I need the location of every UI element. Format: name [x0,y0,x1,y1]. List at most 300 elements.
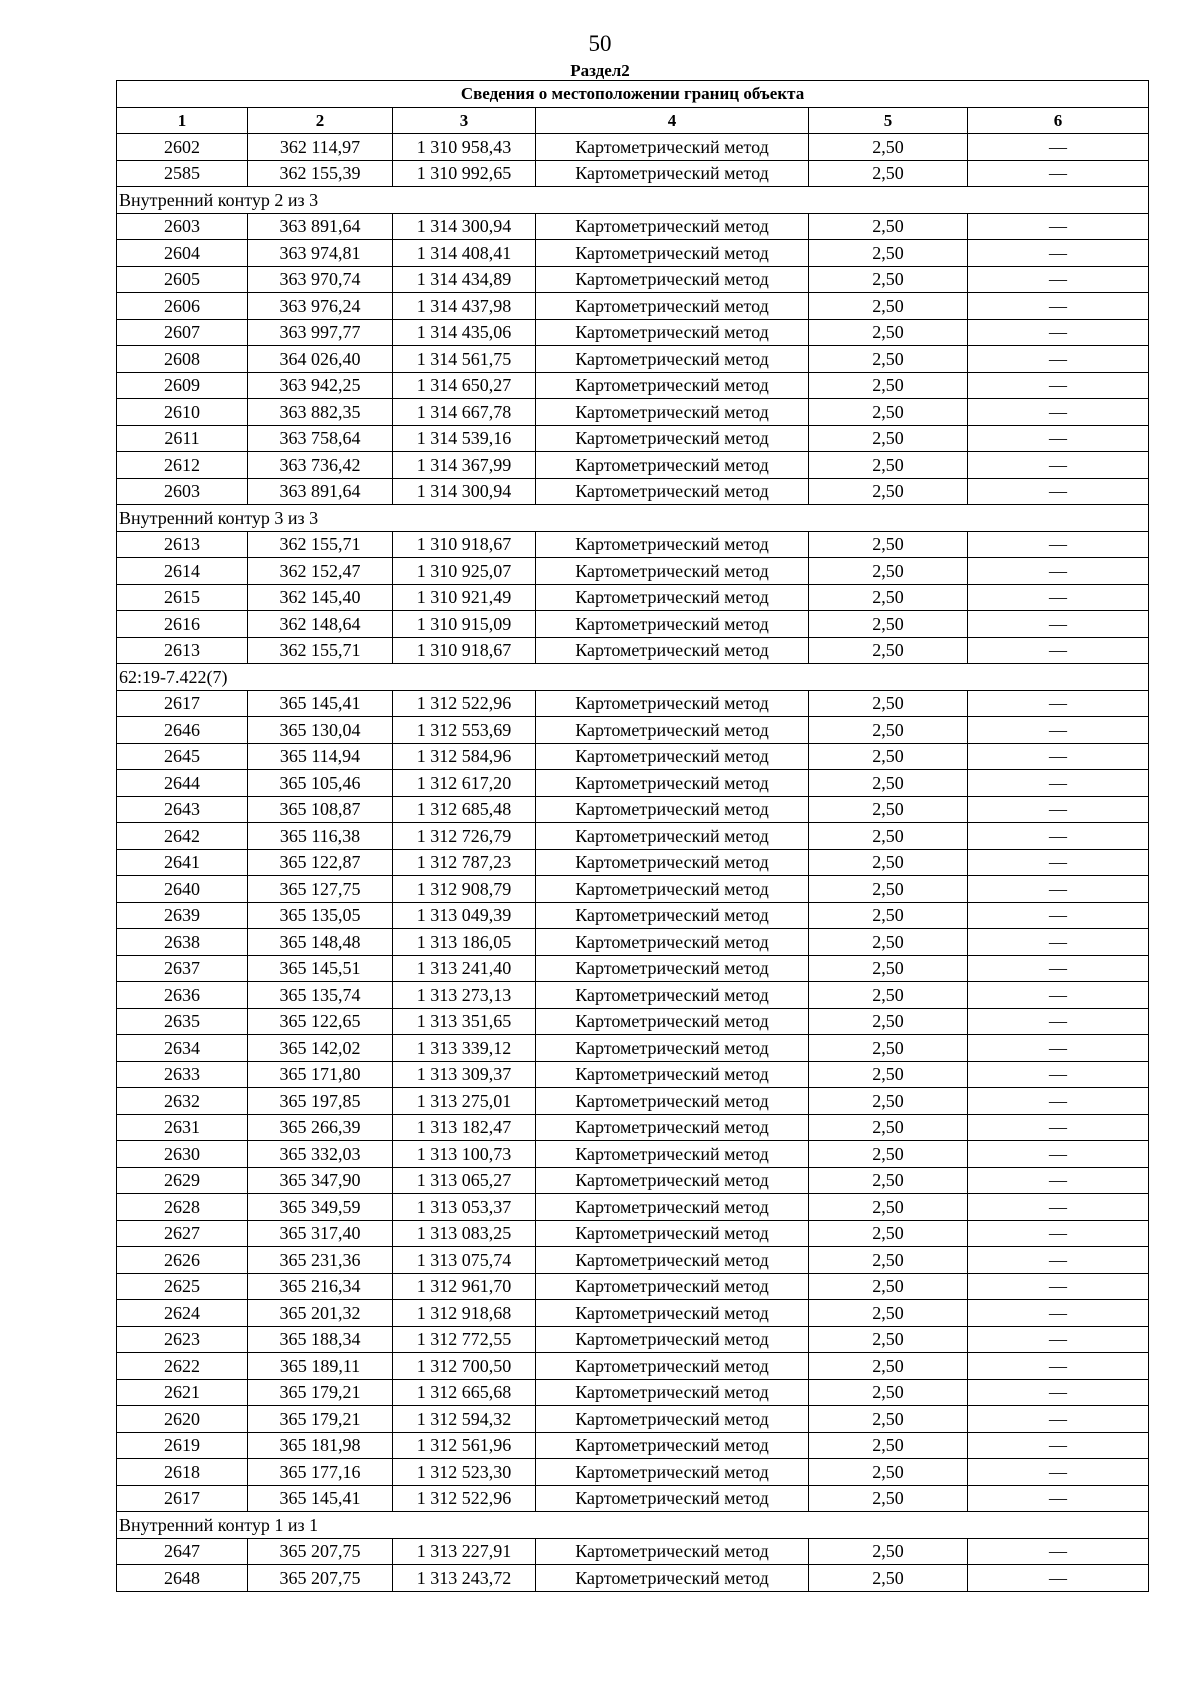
y-coordinate-cell: 1 313 339,12 [393,1035,536,1062]
point-number-cell: 2621 [117,1379,248,1406]
accuracy-cell: 2,50 [809,690,968,717]
description-cell: — [968,1008,1149,1035]
y-coordinate-cell: 1 313 100,73 [393,1141,536,1168]
y-coordinate-cell: 1 314 434,89 [393,266,536,293]
table-row [117,1247,1149,1274]
x-coordinate-cell: 365 177,16 [248,1459,393,1486]
method-cell: Картометрический метод [536,1300,809,1327]
point-number-cell: 2631 [117,1114,248,1141]
accuracy-cell: 2,50 [809,134,968,161]
point-number-cell: 2611 [117,425,248,452]
table-row [117,531,1149,558]
table-row [117,1035,1149,1062]
point-number-cell: 2624 [117,1300,248,1327]
accuracy-cell: 2,50 [809,611,968,638]
x-coordinate-cell: 365 231,36 [248,1247,393,1274]
x-coordinate-cell: 362 155,39 [248,160,393,187]
point-number-cell: 2622 [117,1353,248,1380]
x-coordinate-cell: 365 114,94 [248,743,393,770]
accuracy-cell: 2,50 [809,1167,968,1194]
accuracy-cell: 2,50 [809,1353,968,1380]
boundary-coordinates-table [116,80,1149,1592]
x-coordinate-cell: 365 181,98 [248,1432,393,1459]
accuracy-cell: 2,50 [809,876,968,903]
table-title-row [117,81,1149,108]
y-coordinate-cell: 1 314 300,94 [393,213,536,240]
description-cell: — [968,584,1149,611]
method-cell: Картометрический метод [536,584,809,611]
method-cell: Картометрический метод [536,1220,809,1247]
group-label: 62:19-7.422(7) [117,664,1149,691]
x-coordinate-cell: 363 997,77 [248,319,393,346]
x-coordinate-cell: 365 145,51 [248,955,393,982]
description-cell: — [968,1220,1149,1247]
table-row [117,293,1149,320]
accuracy-cell: 2,50 [809,1114,968,1141]
description-cell: — [968,611,1149,638]
y-coordinate-cell: 1 314 539,16 [393,425,536,452]
section-title: Раздел2 [570,61,630,80]
point-number-cell: 2604 [117,240,248,267]
point-number-cell: 2634 [117,1035,248,1062]
y-coordinate-cell: 1 313 275,01 [393,1088,536,1115]
accuracy-cell: 2,50 [809,478,968,505]
description-cell: — [968,346,1149,373]
group-row [117,1512,1149,1539]
accuracy-cell: 2,50 [809,213,968,240]
method-cell: Картометрический метод [536,1247,809,1274]
accuracy-cell: 2,50 [809,1300,968,1327]
x-coordinate-cell: 365 127,75 [248,876,393,903]
point-number-cell: 2627 [117,1220,248,1247]
point-number-cell: 2602 [117,134,248,161]
y-coordinate-cell: 1 312 617,20 [393,770,536,797]
x-coordinate-cell: 365 189,11 [248,1353,393,1380]
accuracy-cell: 2,50 [809,452,968,479]
accuracy-cell: 2,50 [809,372,968,399]
table-row [117,902,1149,929]
method-cell: Картометрический метод [536,1194,809,1221]
method-cell: Картометрический метод [536,690,809,717]
method-cell: Картометрический метод [536,531,809,558]
accuracy-cell: 2,50 [809,584,968,611]
column-number: 3 [393,108,536,134]
accuracy-cell: 2,50 [809,717,968,744]
column-number-row [117,108,1149,134]
point-number-cell: 2606 [117,293,248,320]
y-coordinate-cell: 1 313 243,72 [393,1565,536,1592]
table-row [117,558,1149,585]
y-coordinate-cell: 1 313 273,13 [393,982,536,1009]
accuracy-cell: 2,50 [809,1538,968,1565]
description-cell: — [968,1406,1149,1433]
table-row [117,452,1149,479]
accuracy-cell: 2,50 [809,240,968,267]
x-coordinate-cell: 365 148,48 [248,929,393,956]
table-row [117,372,1149,399]
method-cell: Картометрический метод [536,929,809,956]
description-cell: — [968,1088,1149,1115]
point-number-cell: 2617 [117,1485,248,1512]
description-cell: — [968,690,1149,717]
point-number-cell: 2620 [117,1406,248,1433]
y-coordinate-cell: 1 313 049,39 [393,902,536,929]
table-row [117,1194,1149,1221]
y-coordinate-cell: 1 312 961,70 [393,1273,536,1300]
table-row [117,690,1149,717]
table-row [117,134,1149,161]
accuracy-cell: 2,50 [809,1194,968,1221]
point-number-cell: 2603 [117,478,248,505]
y-coordinate-cell: 1 312 522,96 [393,1485,536,1512]
accuracy-cell: 2,50 [809,1565,968,1592]
x-coordinate-cell: 365 179,21 [248,1379,393,1406]
y-coordinate-cell: 1 312 787,23 [393,849,536,876]
description-cell: — [968,955,1149,982]
x-coordinate-cell: 363 758,64 [248,425,393,452]
table-row [117,1485,1149,1512]
table-row [117,1061,1149,1088]
point-number-cell: 2643 [117,796,248,823]
accuracy-cell: 2,50 [809,849,968,876]
table-row [117,982,1149,1009]
point-number-cell: 2632 [117,1088,248,1115]
method-cell: Картометрический метод [536,425,809,452]
x-coordinate-cell: 363 882,35 [248,399,393,426]
point-number-cell: 2629 [117,1167,248,1194]
method-cell: Картометрический метод [536,1326,809,1353]
accuracy-cell: 2,50 [809,796,968,823]
y-coordinate-cell: 1 310 925,07 [393,558,536,585]
description-cell: — [968,1141,1149,1168]
point-number-cell: 2628 [117,1194,248,1221]
method-cell: Картометрический метод [536,849,809,876]
accuracy-cell: 2,50 [809,1141,968,1168]
y-coordinate-cell: 1 312 522,96 [393,690,536,717]
table-row [117,319,1149,346]
accuracy-cell: 2,50 [809,902,968,929]
y-coordinate-cell: 1 310 918,67 [393,637,536,664]
method-cell: Картометрический метод [536,796,809,823]
y-coordinate-cell: 1 310 918,67 [393,531,536,558]
point-number-cell: 2612 [117,452,248,479]
table-row [117,717,1149,744]
description-cell: — [968,293,1149,320]
accuracy-cell: 2,50 [809,1485,968,1512]
accuracy-cell: 2,50 [809,1406,968,1433]
y-coordinate-cell: 1 310 921,49 [393,584,536,611]
method-cell: Картометрический метод [536,1485,809,1512]
description-cell: — [968,717,1149,744]
point-number-cell: 2615 [117,584,248,611]
x-coordinate-cell: 363 891,64 [248,478,393,505]
x-coordinate-cell: 365 130,04 [248,717,393,744]
x-coordinate-cell: 365 142,02 [248,1035,393,1062]
point-number-cell: 2642 [117,823,248,850]
y-coordinate-cell: 1 312 553,69 [393,717,536,744]
point-number-cell: 2585 [117,160,248,187]
accuracy-cell: 2,50 [809,346,968,373]
point-number-cell: 2633 [117,1061,248,1088]
y-coordinate-cell: 1 314 667,78 [393,399,536,426]
point-number-cell: 2641 [117,849,248,876]
method-cell: Картометрический метод [536,266,809,293]
y-coordinate-cell: 1 313 182,47 [393,1114,536,1141]
description-cell: — [968,478,1149,505]
group-row [117,505,1149,532]
x-coordinate-cell: 365 349,59 [248,1194,393,1221]
x-coordinate-cell: 365 108,87 [248,796,393,823]
y-coordinate-cell: 1 312 726,79 [393,823,536,850]
x-coordinate-cell: 363 891,64 [248,213,393,240]
point-number-cell: 2623 [117,1326,248,1353]
description-cell: — [968,1035,1149,1062]
point-number-cell: 2619 [117,1432,248,1459]
table-row [117,1353,1149,1380]
description-cell: — [968,1459,1149,1486]
x-coordinate-cell: 365 317,40 [248,1220,393,1247]
y-coordinate-cell: 1 314 408,41 [393,240,536,267]
y-coordinate-cell: 1 313 186,05 [393,929,536,956]
point-number-cell: 2603 [117,213,248,240]
y-coordinate-cell: 1 314 367,99 [393,452,536,479]
y-coordinate-cell: 1 314 561,75 [393,346,536,373]
x-coordinate-cell: 363 736,42 [248,452,393,479]
accuracy-cell: 2,50 [809,266,968,293]
x-coordinate-cell: 362 145,40 [248,584,393,611]
point-number-cell: 2636 [117,982,248,1009]
point-number-cell: 2605 [117,266,248,293]
method-cell: Картометрический метод [536,1406,809,1433]
description-cell: — [968,1326,1149,1353]
accuracy-cell: 2,50 [809,1379,968,1406]
point-number-cell: 2625 [117,1273,248,1300]
description-cell: — [968,240,1149,267]
y-coordinate-cell: 1 313 309,37 [393,1061,536,1088]
point-number-cell: 2648 [117,1565,248,1592]
table-row [117,1220,1149,1247]
description-cell: — [968,929,1149,956]
accuracy-cell: 2,50 [809,1247,968,1274]
description-cell: — [968,849,1149,876]
accuracy-cell: 2,50 [809,1061,968,1088]
y-coordinate-cell: 1 314 650,27 [393,372,536,399]
method-cell: Картометрический метод [536,982,809,1009]
method-cell: Картометрический метод [536,319,809,346]
table-row [117,1379,1149,1406]
method-cell: Картометрический метод [536,1273,809,1300]
description-cell: — [968,982,1149,1009]
accuracy-cell: 2,50 [809,293,968,320]
table-row [117,584,1149,611]
method-cell: Картометрический метод [536,1353,809,1380]
y-coordinate-cell: 1 313 241,40 [393,955,536,982]
table-row [117,1141,1149,1168]
description-cell: — [968,637,1149,664]
accuracy-cell: 2,50 [809,1008,968,1035]
description-cell: — [968,1432,1149,1459]
point-number-cell: 2608 [117,346,248,373]
point-number-cell: 2646 [117,717,248,744]
y-coordinate-cell: 1 312 584,96 [393,743,536,770]
table-row [117,160,1149,187]
table-row [117,823,1149,850]
point-number-cell: 2647 [117,1538,248,1565]
point-number-cell: 2618 [117,1459,248,1486]
description-cell: — [968,266,1149,293]
y-coordinate-cell: 1 314 435,06 [393,319,536,346]
method-cell: Картометрический метод [536,478,809,505]
table-row [117,1326,1149,1353]
description-cell: — [968,743,1149,770]
group-label: Внутренний контур 3 из 3 [117,505,1149,532]
y-coordinate-cell: 1 310 915,09 [393,611,536,638]
accuracy-cell: 2,50 [809,1432,968,1459]
x-coordinate-cell: 363 970,74 [248,266,393,293]
x-coordinate-cell: 365 135,74 [248,982,393,1009]
x-coordinate-cell: 365 266,39 [248,1114,393,1141]
method-cell: Картометрический метод [536,213,809,240]
accuracy-cell: 2,50 [809,1220,968,1247]
method-cell: Картометрический метод [536,1088,809,1115]
table-row [117,425,1149,452]
method-cell: Картометрический метод [536,823,809,850]
table-row [117,346,1149,373]
point-number-cell: 2637 [117,955,248,982]
x-coordinate-cell: 363 942,25 [248,372,393,399]
method-cell: Картометрический метод [536,717,809,744]
x-coordinate-cell: 365 145,41 [248,1485,393,1512]
description-cell: — [968,425,1149,452]
description-cell: — [968,452,1149,479]
y-coordinate-cell: 1 313 065,27 [393,1167,536,1194]
group-label: Внутренний контур 2 из 3 [117,187,1149,214]
method-cell: Картометрический метод [536,876,809,903]
table-row [117,770,1149,797]
y-coordinate-cell: 1 312 665,68 [393,1379,536,1406]
description-cell: — [968,1061,1149,1088]
method-cell: Картометрический метод [536,611,809,638]
x-coordinate-cell: 365 145,41 [248,690,393,717]
table-row [117,1538,1149,1565]
table-row [117,611,1149,638]
description-cell: — [968,876,1149,903]
method-cell: Картометрический метод [536,1114,809,1141]
description-cell: — [968,1353,1149,1380]
description-cell: — [968,160,1149,187]
x-coordinate-cell: 365 188,34 [248,1326,393,1353]
table-row [117,213,1149,240]
x-coordinate-cell: 365 216,34 [248,1273,393,1300]
table-row [117,1088,1149,1115]
method-cell: Картометрический метод [536,240,809,267]
y-coordinate-cell: 1 312 918,68 [393,1300,536,1327]
method-cell: Картометрический метод [536,1061,809,1088]
y-coordinate-cell: 1 310 992,65 [393,160,536,187]
description-cell: — [968,823,1149,850]
description-cell: — [968,134,1149,161]
y-coordinate-cell: 1 312 908,79 [393,876,536,903]
description-cell: — [968,1485,1149,1512]
description-cell: — [968,1167,1149,1194]
x-coordinate-cell: 365 122,65 [248,1008,393,1035]
point-number-cell: 2640 [117,876,248,903]
point-number-cell: 2617 [117,690,248,717]
table-row [117,743,1149,770]
method-cell: Картометрический метод [536,1141,809,1168]
point-number-cell: 2609 [117,372,248,399]
accuracy-cell: 2,50 [809,160,968,187]
description-cell: — [968,531,1149,558]
x-coordinate-cell: 362 155,71 [248,531,393,558]
x-coordinate-cell: 365 207,75 [248,1538,393,1565]
table-row [117,1300,1149,1327]
point-number-cell: 2613 [117,637,248,664]
table-row [117,796,1149,823]
y-coordinate-cell: 1 313 227,91 [393,1538,536,1565]
method-cell: Картометрический метод [536,1538,809,1565]
y-coordinate-cell: 1 313 053,37 [393,1194,536,1221]
point-number-cell: 2613 [117,531,248,558]
description-cell: — [968,796,1149,823]
description-cell: — [968,1538,1149,1565]
y-coordinate-cell: 1 314 300,94 [393,478,536,505]
x-coordinate-cell: 365 197,85 [248,1088,393,1115]
description-cell: — [968,319,1149,346]
method-cell: Картометрический метод [536,372,809,399]
table-row [117,240,1149,267]
table-row [117,1114,1149,1141]
table-row [117,1432,1149,1459]
description-cell: — [968,770,1149,797]
description-cell: — [968,902,1149,929]
accuracy-cell: 2,50 [809,1088,968,1115]
description-cell: — [968,1379,1149,1406]
method-cell: Картометрический метод [536,1432,809,1459]
x-coordinate-cell: 364 026,40 [248,346,393,373]
x-coordinate-cell: 365 135,05 [248,902,393,929]
table-row [117,1167,1149,1194]
table-row [117,1273,1149,1300]
table-row [117,955,1149,982]
page-number: 50 [588,31,612,56]
y-coordinate-cell: 1 313 083,25 [393,1220,536,1247]
group-label: Внутренний контур 1 из 1 [117,1512,1149,1539]
method-cell: Картометрический метод [536,558,809,585]
accuracy-cell: 2,50 [809,1273,968,1300]
x-coordinate-cell: 365 116,38 [248,823,393,850]
point-number-cell: 2626 [117,1247,248,1274]
x-coordinate-cell: 365 201,32 [248,1300,393,1327]
accuracy-cell: 2,50 [809,558,968,585]
accuracy-cell: 2,50 [809,770,968,797]
column-number: 5 [809,108,968,134]
x-coordinate-cell: 365 105,46 [248,770,393,797]
method-cell: Картометрический метод [536,293,809,320]
point-number-cell: 2638 [117,929,248,956]
column-number: 4 [536,108,809,134]
method-cell: Картометрический метод [536,955,809,982]
y-coordinate-cell: 1 312 523,30 [393,1459,536,1486]
x-coordinate-cell: 365 207,75 [248,1565,393,1592]
method-cell: Картометрический метод [536,902,809,929]
accuracy-cell: 2,50 [809,425,968,452]
table-row [117,1565,1149,1592]
point-number-cell: 2645 [117,743,248,770]
y-coordinate-cell: 1 314 437,98 [393,293,536,320]
table-title: Сведения о местоположении границ объекта [117,81,1149,108]
method-cell: Картометрический метод [536,160,809,187]
